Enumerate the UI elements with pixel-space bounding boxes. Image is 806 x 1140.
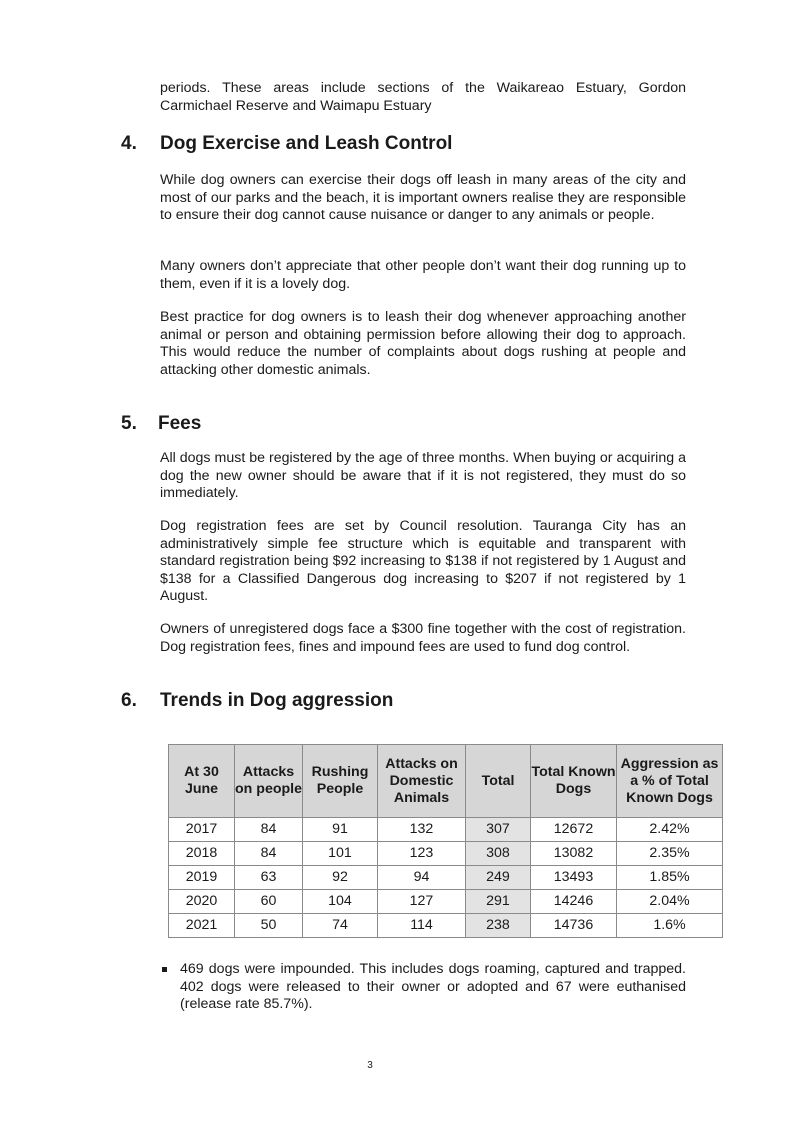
section-4-paragraph-2: Many owners don’t appreciate that other people don’t want their dog running up to them, even if it is a lovely dog. <box>160 258 686 292</box>
cell-total: 308 <box>466 842 531 866</box>
cell-rushing-people: 74 <box>303 914 378 938</box>
table-row <box>169 914 723 938</box>
header-total: Total <box>466 745 531 818</box>
intro-paragraph: periods. These areas include sections of the Waikareao Estuary, Gordon Carmichael Reserve and Waimapu Estuary <box>160 80 686 114</box>
section-4-heading <box>121 132 452 156</box>
cell-attacks-on-people: 50 <box>235 914 303 938</box>
cell-attacks-on-animals: 94 <box>378 866 466 890</box>
impound-bullet-text: 469 dogs were impounded. This includes dogs roaming, captured and trapped. 402 dogs were released to their owner or adopted and 67 were euthanised (release rate 85.7%). <box>180 961 686 1013</box>
section-4-paragraph-3: Best practice for dog owners is to leash their dog whenever approaching another animal or person and obtaining permission before allowing their dog to approach. This would reduce the number of complaints about dogs rushing at people and attacking other domestic animals. <box>160 309 686 378</box>
cell-total-known-dogs: 13082 <box>531 842 617 866</box>
section-4-number: 4. <box>121 133 137 154</box>
cell-year: 2020 <box>169 890 235 914</box>
cell-total: 249 <box>466 866 531 890</box>
cell-rushing-people: 104 <box>303 890 378 914</box>
cell-attacks-on-animals: 123 <box>378 842 466 866</box>
section-6-number: 6. <box>121 690 137 711</box>
cell-attacks-on-people: 84 <box>235 842 303 866</box>
cell-aggression-percent: 2.42% <box>617 818 723 842</box>
table-row <box>169 842 723 866</box>
cell-attacks-on-animals: 127 <box>378 890 466 914</box>
cell-aggression-percent: 1.85% <box>617 866 723 890</box>
cell-year: 2017 <box>169 818 235 842</box>
cell-attacks-on-people: 63 <box>235 866 303 890</box>
header-attacks-on-domestic-animals: Attacks on Domestic Animals <box>378 745 466 818</box>
cell-attacks-on-animals: 114 <box>378 914 466 938</box>
cell-total-known-dogs: 12672 <box>531 818 617 842</box>
table-row <box>169 818 723 842</box>
section-5-paragraph-2: Dog registration fees are set by Council resolution. Tauranga City has an administratively simple fee structure which is equitable and transparent with standard registration being $92 increasing to $138 if not registered by 1 August and $138 for a Classified Dangerous dog increasing to $207 if not registered by 1 August. <box>160 518 686 605</box>
cell-year: 2019 <box>169 866 235 890</box>
cell-total: 238 <box>466 914 531 938</box>
cell-total-known-dogs: 14736 <box>531 914 617 938</box>
impound-bullet <box>160 961 686 1014</box>
header-total-known-dogs: Total Known Dogs <box>531 745 617 818</box>
section-5-paragraph-1: All dogs must be registered by the age of three months. When buying or acquiring a dog the new owner should be aware that if it is not registered, they must do so immediately. <box>160 450 686 502</box>
cell-aggression-percent: 2.04% <box>617 890 723 914</box>
cell-rushing-people: 91 <box>303 818 378 842</box>
cell-aggression-percent: 1.6% <box>617 914 723 938</box>
table-row <box>169 890 723 914</box>
header-rushing-people: Rushing People <box>303 745 378 818</box>
cell-total-known-dogs: 14246 <box>531 890 617 914</box>
dog-aggression-table <box>168 744 723 938</box>
square-bullet-icon <box>162 967 167 972</box>
cell-attacks-on-animals: 132 <box>378 818 466 842</box>
table-header-row <box>169 745 723 818</box>
header-at-30-june: At 30 June <box>169 745 235 818</box>
cell-rushing-people: 92 <box>303 866 378 890</box>
section-5-heading <box>121 412 201 436</box>
cell-total-known-dogs: 13493 <box>531 866 617 890</box>
page-number: 3 <box>367 1060 373 1071</box>
section-5-number: 5. <box>121 413 137 434</box>
cell-attacks-on-people: 84 <box>235 818 303 842</box>
cell-year: 2018 <box>169 842 235 866</box>
cell-total: 307 <box>466 818 531 842</box>
section-6-title: Trends in Dog aggression <box>160 690 394 711</box>
header-attacks-on-people: Attacks on people <box>235 745 303 818</box>
header-aggression-percent: Aggression as a % of Total Known Dogs <box>617 745 723 818</box>
section-5-paragraph-3: Owners of unregistered dogs face a $300 fine together with the cost of registration. Dog registration fees, fines and impound fees are used to fund dog control. <box>160 621 686 655</box>
section-4-paragraph-1: While dog owners can exercise their dogs off leash in many areas of the city and most of our parks and the beach, it is important owners realise they are responsible to ensure their dog cannot cause nuisance or danger to any animals or people. <box>160 172 686 224</box>
table-row <box>169 866 723 890</box>
cell-attacks-on-people: 60 <box>235 890 303 914</box>
cell-total: 291 <box>466 890 531 914</box>
cell-year: 2021 <box>169 914 235 938</box>
section-4-title: Dog Exercise and Leash Control <box>160 133 453 154</box>
section-5-title: Fees <box>158 413 202 434</box>
section-6-heading <box>121 689 393 713</box>
cell-aggression-percent: 2.35% <box>617 842 723 866</box>
cell-rushing-people: 101 <box>303 842 378 866</box>
